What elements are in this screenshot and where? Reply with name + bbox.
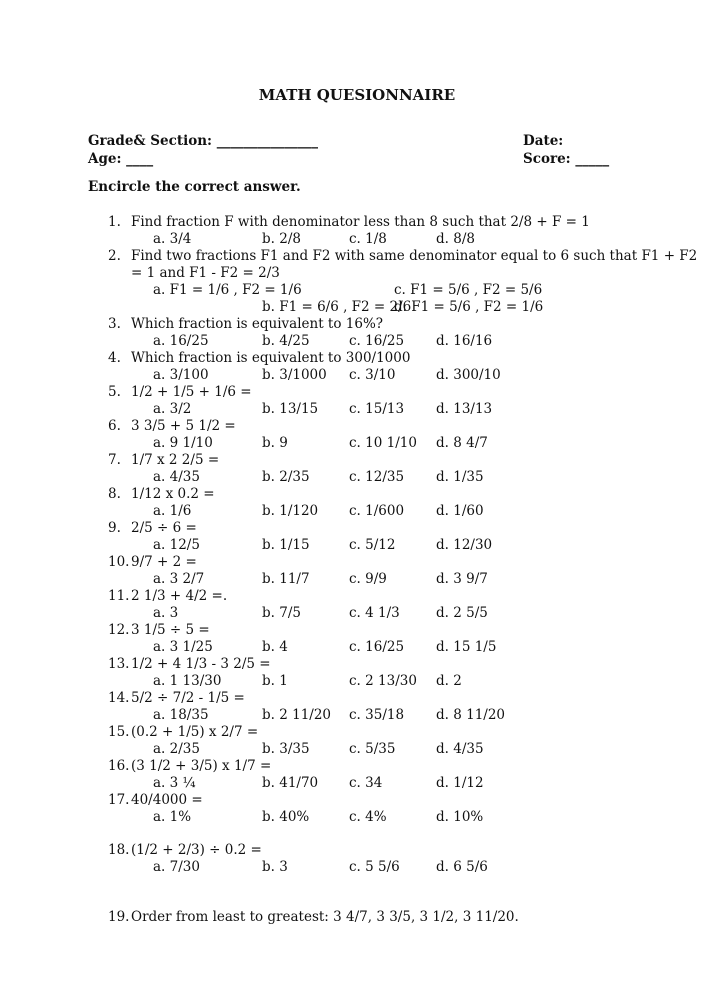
answer-choices [0, 859, 714, 876]
question-item [0, 588, 714, 622]
answer-option-d[interactable]: d. 8/8 [436, 231, 475, 247]
answer-option-c[interactable]: c. 35/18 [349, 707, 405, 723]
question-text: (1/2 + 2/3) ÷ 0.2 = [131, 842, 262, 858]
question-number: 18. [108, 842, 130, 858]
answer-choices [0, 503, 714, 520]
answer-option-d[interactable]: d. 6 5/6 [436, 859, 488, 875]
answer-option-b[interactable]: b. 4 [262, 639, 288, 655]
question-item [0, 758, 714, 792]
answer-option-c[interactable]: c. 1/600 [349, 503, 405, 519]
question-text: Which fraction is equivalent to 300/1000 [131, 350, 411, 366]
answer-option-d[interactable]: d. 1/12 [436, 775, 484, 791]
grade-section-label: Grade& Section: _______________ [88, 133, 318, 149]
answer-option-a[interactable]: a. 2/35 [153, 741, 200, 757]
question-item [0, 554, 714, 588]
answer-option-a[interactable]: a. 7/30 [153, 859, 200, 875]
answer-option-d[interactable]: d. 15 1/5 [436, 639, 497, 655]
answer-option-a[interactable]: a. 1 13/30 [153, 673, 222, 689]
question-item [0, 350, 714, 384]
answer-option-a[interactable]: a. 1/6 [153, 503, 192, 519]
answer-choices [0, 809, 714, 826]
question-text: Find fraction F with denominator less than 8 such that 2/8 + F = 1 [131, 214, 590, 230]
answer-option-c[interactable]: c. 1/8 [349, 231, 387, 247]
answer-option-c[interactable]: c. 16/25 [349, 639, 405, 655]
answer-option-b[interactable]: b. 4/25 [262, 333, 310, 349]
date-label: Date: [523, 133, 564, 149]
answer-option-d[interactable]: d. 4/35 [436, 741, 484, 757]
answer-option-a[interactable]: a. 3/100 [153, 367, 209, 383]
answer-option-b[interactable]: b. 1/15 [262, 537, 310, 553]
answer-option-c[interactable]: c. 5/12 [349, 537, 396, 553]
answer-option-a[interactable]: a. 9 1/10 [153, 435, 213, 451]
question-text: 40/4000 = [131, 792, 203, 808]
answer-choices [0, 231, 714, 248]
question-text: 1/7 x 2 2/5 = [131, 452, 220, 468]
answer-option-c[interactable]: c. 4 1/3 [349, 605, 400, 621]
question-number: 6. [108, 418, 121, 434]
answer-option-c[interactable]: c. 5 5/6 [349, 859, 400, 875]
answer-choices [0, 707, 714, 724]
answer-option-d[interactable]: d. 2 5/5 [436, 605, 488, 621]
answer-option-b[interactable]: b. 1/120 [262, 503, 319, 519]
question-item [0, 622, 714, 656]
answer-choices [0, 299, 714, 316]
answer-choices [0, 673, 714, 690]
question-text: 1/2 + 1/5 + 1/6 = [131, 384, 252, 400]
answer-option-b[interactable]: b. 3/35 [262, 741, 310, 757]
question-number: 16. [108, 758, 130, 774]
question-number: 5. [108, 384, 121, 400]
answer-option-a[interactable]: a. 3 [153, 605, 179, 621]
answer-option-c[interactable]: c. 12/35 [349, 469, 405, 485]
answer-option-b[interactable]: b. 3 [262, 859, 288, 875]
question-item [0, 418, 714, 452]
answer-option-a[interactable]: a. 16/25 [153, 333, 209, 349]
answer-option-a[interactable]: a. 3 2/7 [153, 571, 205, 587]
answer-option-a[interactable]: a. 18/35 [153, 707, 209, 723]
question-number: 10. [108, 554, 130, 570]
answer-option-d[interactable]: d. 16/16 [436, 333, 493, 349]
question-text: 1/2 + 4 1/3 - 3 2/5 = [131, 656, 271, 672]
answer-option-a[interactable]: a. 3 1/25 [153, 639, 213, 655]
question-number: 7. [108, 452, 121, 468]
answer-choices [0, 537, 714, 554]
question-number: 8. [108, 486, 121, 502]
answer-choices [0, 775, 714, 792]
question-text: (0.2 + 1/5) x 2/7 = [131, 724, 259, 740]
answer-option-c[interactable]: c. F1 = 5/6 , F2 = 5/6 [394, 282, 543, 298]
answer-option-d[interactable]: d. 12/30 [436, 537, 493, 553]
question-text: 3 3/5 + 5 1/2 = [131, 418, 236, 434]
question-item [0, 520, 714, 554]
question-item [0, 690, 714, 724]
question-number: 1. [108, 214, 121, 230]
question-text: 2 1/3 + 4/2 =. [131, 588, 228, 604]
answer-option-b[interactable]: b. F1 = 6/6 , F2 = 2/6 [262, 299, 412, 315]
answer-option-a[interactable]: a. 12/5 [153, 537, 200, 553]
answer-option-c[interactable]: c. 3/10 [349, 367, 396, 383]
answer-choices [0, 282, 714, 299]
answer-option-d[interactable]: d. 8 11/20 [436, 707, 506, 723]
question-text: Order from least to greatest: 3 4/7, 3 3/5, 3 1/2, 3 11/20. [131, 909, 519, 925]
question-item [0, 384, 714, 418]
answer-choices [0, 333, 714, 350]
answer-option-d[interactable]: d. 1/35 [436, 469, 484, 485]
answer-option-b[interactable]: b. 1 [262, 673, 288, 689]
answer-option-d[interactable]: d. 2 [436, 673, 462, 689]
question-text: (3 1/2 + 3/5) x 1/7 = [131, 758, 272, 774]
question-number: 2. [108, 248, 121, 264]
question-list [0, 214, 714, 926]
question-item [0, 724, 714, 758]
answer-option-a[interactable]: a. 3/2 [153, 401, 192, 417]
answer-option-b[interactable]: b. 2/8 [262, 231, 301, 247]
answer-choices [0, 367, 714, 384]
answer-option-c[interactable]: c. 34 [349, 775, 383, 791]
answer-option-c[interactable]: c. 16/25 [349, 333, 405, 349]
answer-option-d[interactable]: d. 3 9/7 [436, 571, 488, 587]
question-item [0, 842, 714, 876]
question-number: 19. [108, 909, 130, 925]
question-item [0, 486, 714, 520]
answer-option-c[interactable]: c. 15/13 [349, 401, 405, 417]
question-number: 17. [108, 792, 130, 808]
question-number: 11. [108, 588, 130, 604]
answer-option-b[interactable]: b. 41/70 [262, 775, 319, 791]
answer-option-b[interactable]: b. 2 11/20 [262, 707, 332, 723]
answer-option-a[interactable]: a. 4/35 [153, 469, 200, 485]
question-number: 12. [108, 622, 130, 638]
page-title: MATH QUESIONNAIRE [258, 86, 456, 104]
answer-option-a[interactable]: a. 3 ¼ [153, 775, 196, 791]
question-item [0, 214, 714, 248]
instruction: Encircle the correct answer. [88, 179, 301, 195]
question-number: 9. [108, 520, 121, 536]
answer-option-a[interactable]: a. 1% [153, 809, 192, 825]
answer-option-d[interactable]: d. 13/13 [436, 401, 493, 417]
question-text: 9/7 + 2 = [131, 554, 197, 570]
question-text: Find two fractions F1 and F2 with same denominator equal to 6 such that F1 + F2 [131, 248, 698, 264]
answer-choices [0, 605, 714, 622]
answer-choices [0, 741, 714, 758]
answer-option-b[interactable]: b. 2/35 [262, 469, 310, 485]
answer-option-b[interactable]: b. 40% [262, 809, 310, 825]
answer-option-d[interactable]: d. 1/60 [436, 503, 484, 519]
question-text: Which fraction is equivalent to 16%? [131, 316, 384, 332]
score-label: Score: _____ [523, 151, 610, 167]
answer-option-b[interactable]: b. 9 [262, 435, 288, 451]
question-text-continued: = 1 and F1 - F2 = 2/3 [131, 265, 280, 281]
answer-option-d[interactable]: d. 10% [436, 809, 484, 825]
answer-choices [0, 401, 714, 418]
answer-option-a[interactable]: a. F1 = 1/6 , F2 = 1/6 [153, 282, 302, 298]
answer-choices [0, 435, 714, 452]
question-number: 3. [108, 316, 121, 332]
answer-option-b[interactable]: b. 3/1000 [262, 367, 327, 383]
question-text: 2/5 ÷ 6 = [131, 520, 197, 536]
question-number: 13. [108, 656, 130, 672]
question-text: 1/12 x 0.2 = [131, 486, 215, 502]
answer-choices [0, 571, 714, 588]
question-number: 4. [108, 350, 121, 366]
question-item [0, 316, 714, 350]
question-text: 5/2 ÷ 7/2 - 1/5 = [131, 690, 245, 706]
answer-choices [0, 639, 714, 656]
answer-option-a[interactable]: a. 3/4 [153, 231, 192, 247]
answer-option-c[interactable]: c. 9/9 [349, 571, 387, 587]
answer-choices [0, 469, 714, 486]
answer-option-d[interactable]: d. F1 = 5/6 , F2 = 1/6 [394, 299, 544, 315]
question-number: 15. [108, 724, 130, 740]
question-item [0, 909, 714, 926]
answer-option-d[interactable]: d. 8 4/7 [436, 435, 488, 451]
question-item [0, 452, 714, 486]
answer-option-c[interactable]: c. 5/35 [349, 741, 396, 757]
question-number: 14. [108, 690, 130, 706]
answer-option-c[interactable]: c. 2 13/30 [349, 673, 417, 689]
question-item [0, 248, 714, 316]
question-item [0, 656, 714, 690]
answer-option-b[interactable]: b. 13/15 [262, 401, 319, 417]
age-label: Age: ____ [88, 151, 154, 167]
question-text: 3 1/5 ÷ 5 = [131, 622, 210, 638]
answer-option-c[interactable]: c. 10 1/10 [349, 435, 417, 451]
answer-option-b[interactable]: b. 7/5 [262, 605, 301, 621]
answer-option-d[interactable]: d. 300/10 [436, 367, 501, 383]
question-item [0, 792, 714, 826]
answer-option-b[interactable]: b. 11/7 [262, 571, 310, 587]
answer-option-c[interactable]: c. 4% [349, 809, 387, 825]
